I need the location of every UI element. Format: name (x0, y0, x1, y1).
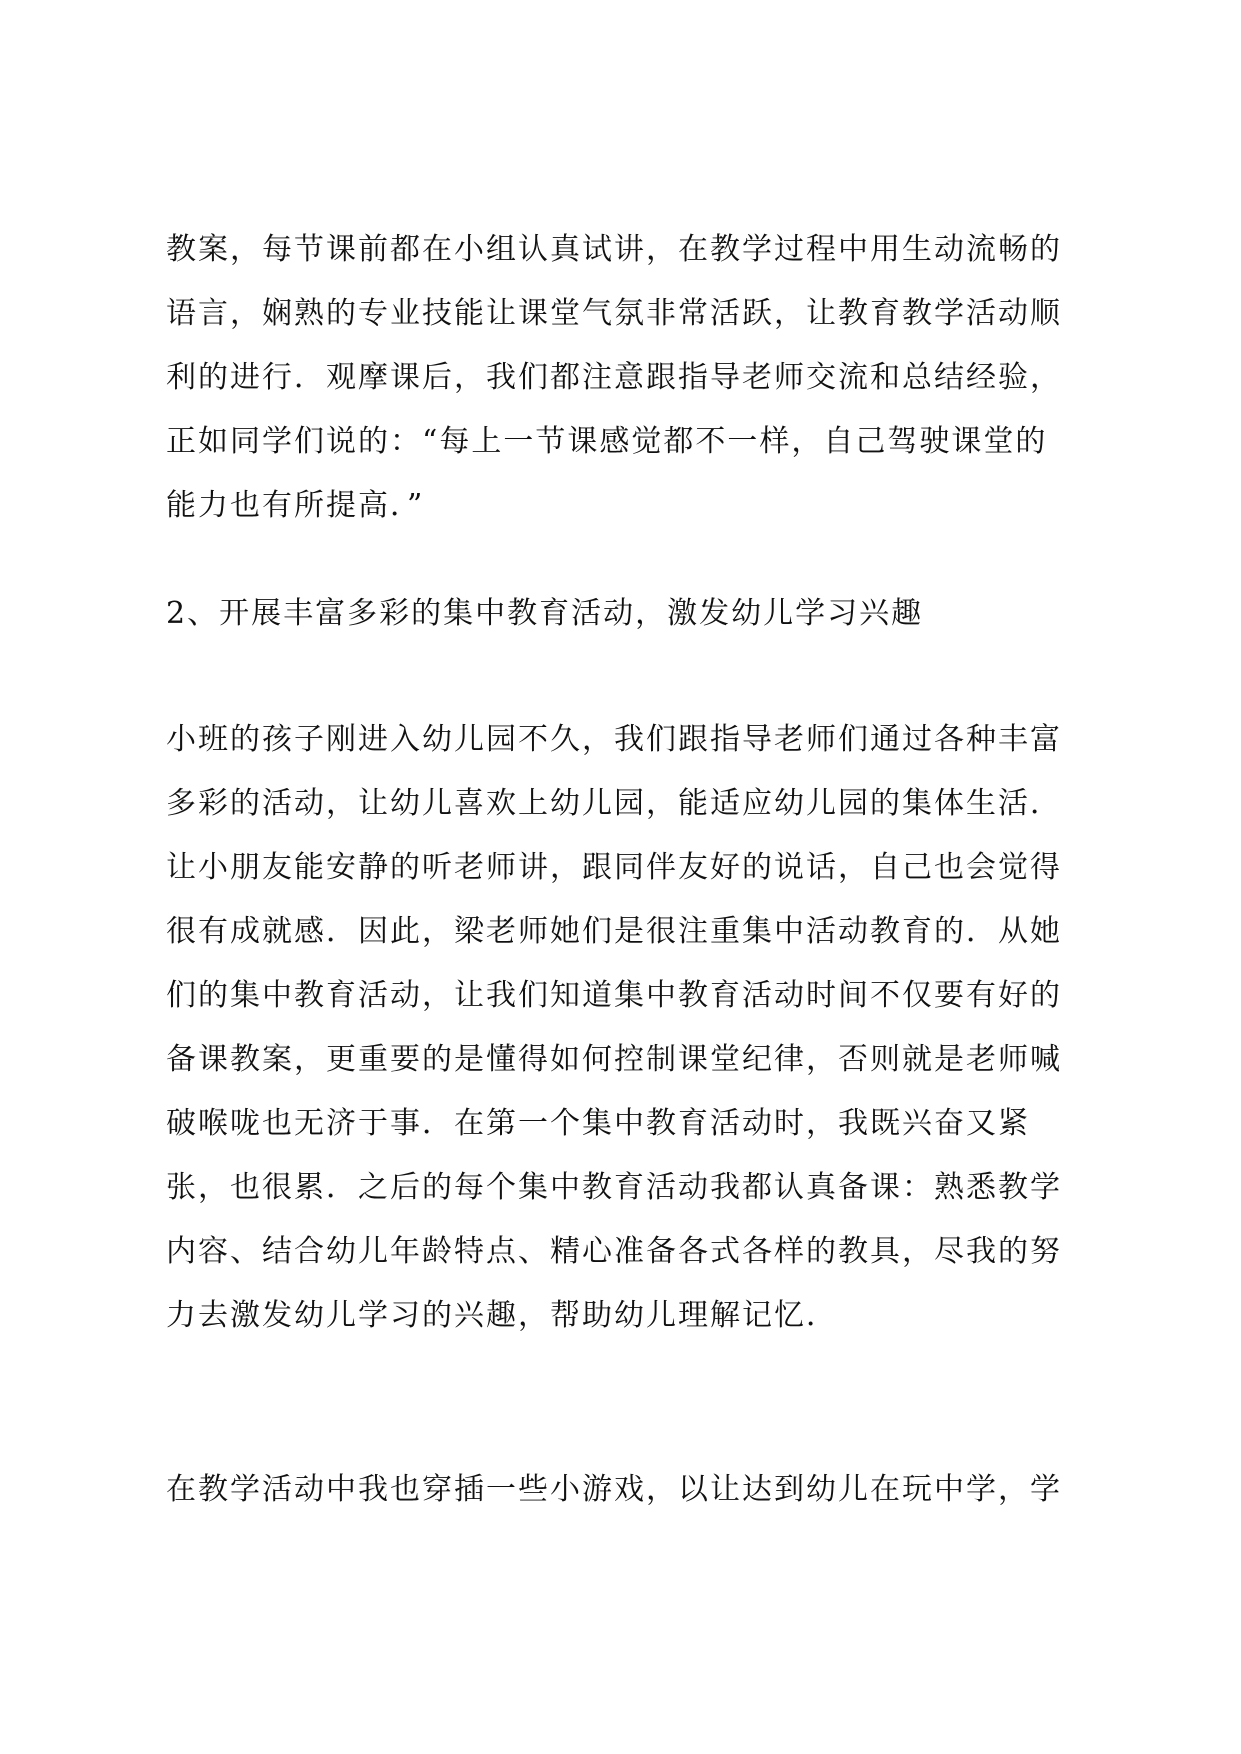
paragraph-line: 利的进行．观摩课后，我们都注意跟指导老师交流和总结经验， (166, 360, 1062, 395)
paragraph-line: 很有成就感．因此，梁老师她们是很注重集中活动教育的．从她 (166, 914, 1062, 949)
paragraph-line: 教案，每节课前都在小组认真试讲，在教学过程中用生动流畅的 (166, 232, 1062, 267)
paragraph-line: 张，也很累．之后的每个集中教育活动我都认真备课：熟悉教学 (166, 1170, 1062, 1205)
paragraph-line: 力去激发幼儿学习的兴趣，帮助幼儿理解记忆． (166, 1298, 838, 1333)
paragraph-line: 让小朋友能安静的听老师讲，跟同伴友好的说话，自己也会觉得 (166, 850, 1062, 885)
paragraph-line: 多彩的活动，让幼儿喜欢上幼儿园，能适应幼儿园的集体生活． (166, 786, 1062, 821)
paragraph-2 (166, 708, 1126, 1348)
paragraph-line: 能力也有所提高．” (166, 488, 425, 523)
paragraph-line: 语言，娴熟的专业技能让课堂气氛非常活跃，让教育教学活动顺 (166, 296, 1062, 331)
section-heading (166, 582, 1126, 646)
paragraph-1 (166, 218, 1126, 538)
paragraph-3 (166, 1458, 1126, 1522)
heading-text: 2、开展丰富多彩的集中教育活动，激发幼儿学习兴趣 (166, 596, 924, 631)
paragraph-line: 在教学活动中我也穿插一些小游戏，以让达到幼儿在玩中学，学 (166, 1472, 1062, 1507)
paragraph-line: 内容、结合幼儿年龄特点、精心准备各式各样的教具，尽我的努 (166, 1234, 1062, 1269)
paragraph-line: 们的集中教育活动，让我们知道集中教育活动时间不仅要有好的 (166, 978, 1062, 1013)
paragraph-line: 破喉咙也无济于事．在第一个集中教育活动时，我既兴奋又紧 (166, 1106, 1030, 1141)
paragraph-line: 正如同学们说的：“每上一节课感觉都不一样，自己驾驶课堂的 (166, 424, 1048, 459)
paragraph-line: 小班的孩子刚进入幼儿园不久，我们跟指导老师们通过各种丰富 (166, 722, 1062, 757)
paragraph-line: 备课教案，更重要的是懂得如何控制课堂纪律，否则就是老师喊 (166, 1042, 1062, 1077)
